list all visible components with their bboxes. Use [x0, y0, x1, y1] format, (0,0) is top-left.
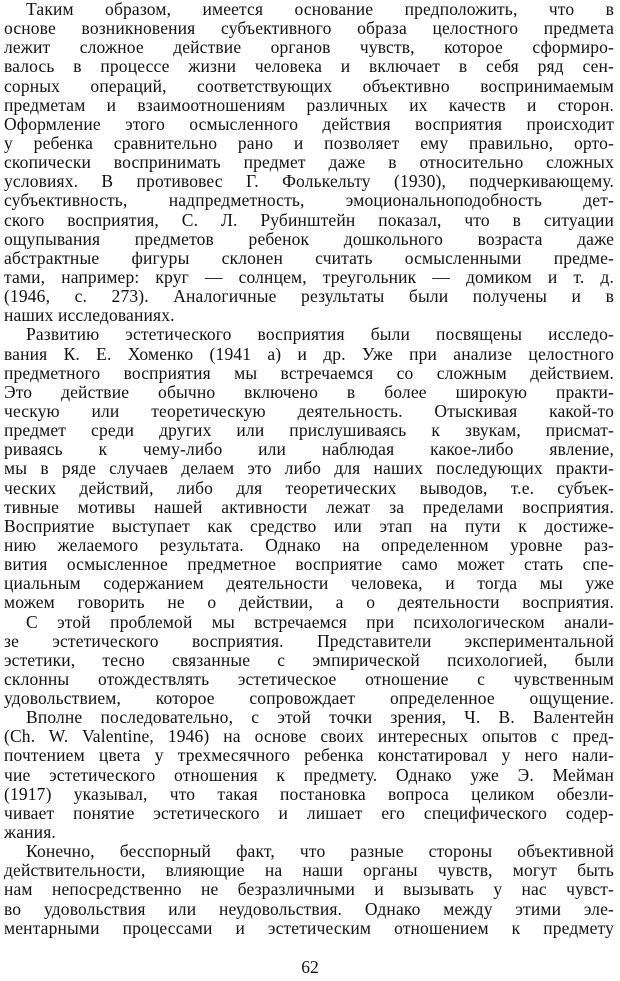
text-line: наших исследованиях.: [4, 306, 175, 326]
text-line: Оформление этого осмысленного действия восприятия происходит: [4, 114, 614, 134]
text-line: сорных операций, соответствующих объективно воспринимаемым: [4, 76, 614, 96]
text-line: валось в процессе жизни человека и включает в себя ряд сен-: [4, 57, 614, 77]
text-line: ментарными процессами и эстетическим отношением к предмету: [4, 918, 614, 938]
text-line: Восприятие выступает как средство или этап на пути к достиже-: [4, 516, 614, 536]
text-line: (1946, с. 273). Аналогичные результаты были получены и в: [4, 287, 614, 307]
text-line: предмет среди других или прислушиваясь к звукам, присмат-: [4, 421, 614, 441]
text-line: условиях. В противовес Г. Фолькельту (1930), подчеркивающему.: [4, 172, 614, 192]
text-line: во удовольствия или неудовольствия. Однако между этими эле-: [4, 899, 614, 919]
text-line: (1917) указывал, что такая постановка вопроса целиком обезли-: [4, 784, 614, 804]
page-number: 62: [301, 957, 319, 977]
text-line: основе возникновения субъективного образа целостного предмета: [4, 19, 614, 39]
text-line: риваясь к чему-либо или наблюдая какое-либо явление,: [4, 440, 614, 460]
text-line: циальным содержанием деятельности человека, и тогда мы уже: [4, 574, 614, 594]
text-line: почтением цвета у трехмесячного ребенка констатировал у него нали-: [4, 746, 614, 766]
text-line: можем говорить не о действии, а о деятельности восприятия.: [4, 593, 614, 613]
text-line: Развитию эстетического восприятия были посвящены исследо-: [26, 325, 614, 345]
text-line: тами, например: круг — солнцем, треугольник — домиком и т. д.: [4, 267, 614, 287]
text-line: субъективность, надпредметность, эмоциональноподобность дет-: [4, 191, 614, 211]
text-line: Это действие обычно включено в более широкую практи-: [4, 382, 614, 402]
text-line: Таким образом, имеется основание предположить, что в: [26, 0, 614, 19]
text-line: вания К. Е. Хоменко (1941 а) и др. Уже при анализе целостного: [4, 344, 614, 364]
text-line: предметам и взаимоотношениям различных их качеств и сторон.: [4, 95, 614, 115]
text-line: Вполне последовательно, с этой точки зрения, Ч. В. Валентейн: [26, 708, 614, 728]
text-line: ского восприятия, С. Л. Рубинштейн показал, что в ситуации: [4, 210, 614, 230]
text-line: зе эстетического восприятия. Представители экспериментальной: [4, 631, 614, 651]
text-line: у ребенка сравнительно рано и позволяет ему правильно, орто-: [4, 133, 614, 153]
text-line: ощупывания предметов ребенок дошкольного возраста даже: [4, 229, 614, 249]
text-line: Конечно, бесспорный факт, что разные стороны объективной: [26, 842, 614, 862]
text-line: склонны отождествлять эстетическое отношение с чувственным: [4, 669, 614, 689]
text-line: (Ch. W. Valentine, 1946) на основе своих интересных опытов с пред-: [4, 727, 614, 747]
text-line: мы в ряде случаев делаем это либо для наших последующих практи-: [4, 459, 614, 479]
text-line: скопически воспринимать предмет даже в относительно сложных: [4, 153, 614, 173]
text-line: удовольствием, которое сопровождает определенное ощущение.: [4, 689, 614, 709]
text-line: предметного восприятия мы встречаемся со сложным действием.: [4, 363, 614, 383]
text-line: лежит сложное действие органов чувств, которое сформиро-: [4, 38, 614, 58]
text-line: чивает понятие эстетического и лишает его специфического содер-: [4, 803, 614, 823]
text-line: нам непосредственно не безразличными и вызывать у нас чувст-: [4, 880, 614, 900]
text-line: ческую или теоретическую деятельность. Отыскивая какой-то: [4, 401, 614, 421]
body-text: [4, 0, 614, 938]
text-line: ческих действий, либо для теоретических выводов, т.е. субъек-: [4, 478, 614, 498]
text-line: тивные мотивы нашей активности лежат за пределами восприятия.: [4, 497, 614, 517]
text-line: чие эстетического отношения к предмету. Однако уже Э. Мейман: [4, 765, 614, 785]
text-line: жания.: [4, 823, 56, 843]
text-line: вития осмысленное предметное восприятие само может стать спе-: [4, 555, 614, 575]
text-line: эстетики, тесно связанные с эмпирической психологией, были: [4, 650, 614, 670]
text-line: действительности, влияющие на наши органы чувств, могут быть: [4, 861, 614, 881]
text-line: С этой проблемой мы встречаемся при психологическом анали-: [26, 612, 614, 632]
text-line: абстрактные фигуры склонен считать осмысленными предме-: [4, 248, 614, 268]
text-line: нию желаемого результата. Однако на определенном уровне раз-: [4, 535, 614, 555]
